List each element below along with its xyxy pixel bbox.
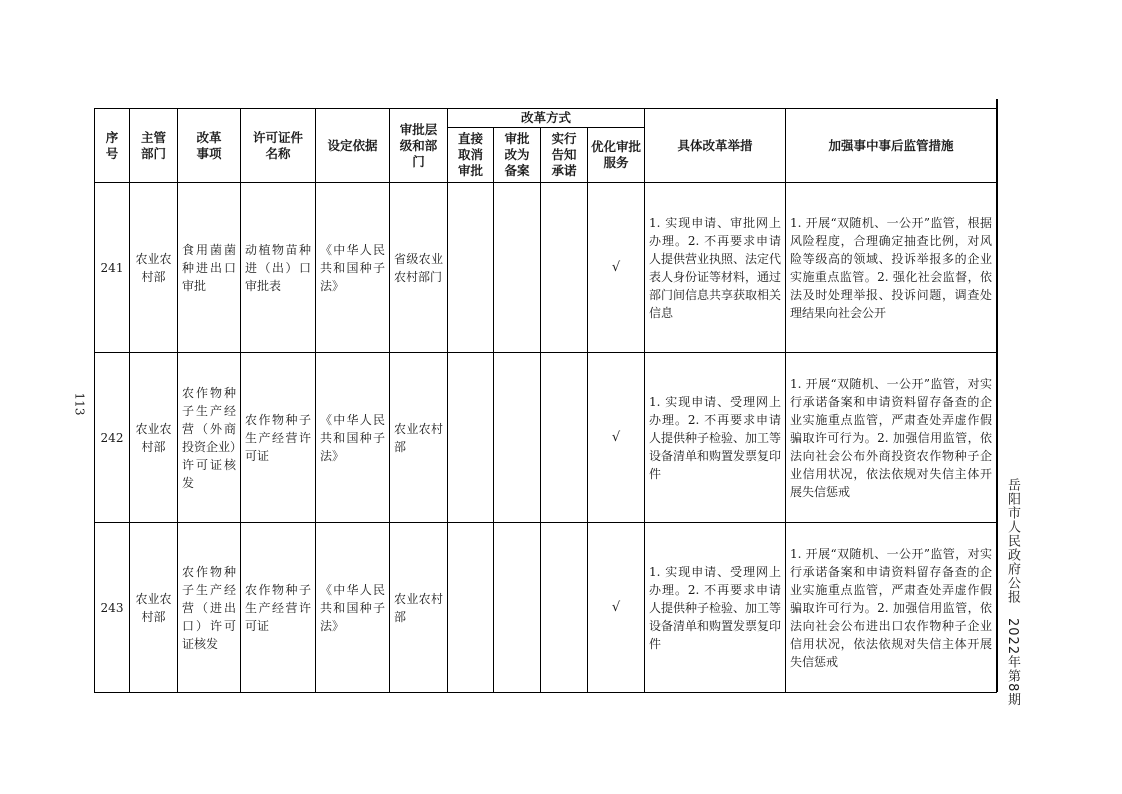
row-item: 农作物种子生产经营（外商投资企业）许可证核发 (178, 353, 241, 523)
page-number: 113 (72, 392, 87, 416)
header-seq: 序号 (95, 109, 130, 183)
row-level: 省级农业农村部门 (390, 183, 448, 353)
row-mode-optimize: √ (588, 353, 645, 523)
row-dept: 农业农村部 (130, 183, 178, 353)
row-mode-record (494, 523, 541, 693)
header-mode-notify: 实行告知承诺 (541, 128, 588, 183)
publication-title: 岳阳市人民政府公报 2022年第8期 (1005, 478, 1020, 707)
header-license: 许可证件名称 (241, 109, 316, 183)
table-row (95, 523, 997, 693)
header-reform-mode: 改革方式 (448, 109, 645, 128)
row-supervision: 1. 开展“双随机、一公开”监管，对实行承诺备案和申请资料留存备查的企业实施重点监管，严肃查处弄虚作假骗取许可行为。2. 加强信用监管，依法向社会公布外商投资农作物种子企业信用状况，依法依规对失信主体开展失信惩戒 (786, 353, 997, 523)
row-level: 农业农村部 (390, 353, 448, 523)
header-mode-cancel: 直接取消审批 (448, 128, 494, 183)
header-mode-optimize: 优化审批服务 (588, 128, 645, 183)
row-license: 农作物种子生产经营许可证 (241, 523, 316, 693)
row-seq: 242 (95, 353, 130, 523)
header-basis: 设定依据 (316, 109, 390, 183)
header-measures: 具体改革举措 (645, 109, 786, 183)
row-item: 食用菌菌种进出口审批 (178, 183, 241, 353)
row-item: 农作物种子生产经营（进出口）许可证核发 (178, 523, 241, 693)
table-row (95, 183, 997, 353)
row-license: 农作物种子生产经营许可证 (241, 353, 316, 523)
row-mode-cancel (448, 523, 494, 693)
row-mode-cancel (448, 183, 494, 353)
row-basis: 《中华人民共和国种子法》 (316, 353, 390, 523)
row-supervision: 1. 开展“双随机、一公开”监管，对实行承诺备案和申请资料留存备查的企业实施重点监管，严肃查处弄虚作假骗取许可行为。2. 加强信用监管，依法向社会公布进出口农作物种子企业信用状况，依法依规对失信主体开展失信惩戒 (786, 523, 997, 693)
row-basis: 《中华人民共和国种子法》 (316, 523, 390, 693)
row-supervision: 1. 开展“双随机、一公开”监管，根据风险程度，合理确定抽查比例，对风险等级高的领域、投诉举报多的企业实施重点监管。2. 强化社会监督，依法及时处理举报、投诉问题，调查处理结果向社会公开 (786, 183, 997, 353)
row-seq: 241 (95, 183, 130, 353)
row-basis: 《中华人民共和国种子法》 (316, 183, 390, 353)
row-mode-optimize: √ (588, 523, 645, 693)
row-dept: 农业农村部 (130, 523, 178, 693)
row-mode-cancel (448, 353, 494, 523)
table-row (95, 353, 997, 523)
row-measures: 1. 实现申请、审批网上办理。2. 不再要求申请人提供营业执照、法定代表人身份证等材料，通过部门间信息共享获取相关信息 (645, 183, 786, 353)
row-mode-optimize: √ (588, 183, 645, 353)
row-license: 动植物苗种进（出）口审批表 (241, 183, 316, 353)
row-mode-record (494, 183, 541, 353)
row-measures: 1. 实现申请、受理网上办理。2. 不再要求申请人提供种子检验、加工等设备清单和购置发票复印件 (645, 353, 786, 523)
header-mode-record: 审批改为备案 (494, 128, 541, 183)
reform-table (94, 108, 997, 693)
row-mode-notify (541, 523, 588, 693)
row-dept: 农业农村部 (130, 353, 178, 523)
row-mode-record (494, 353, 541, 523)
header-supervision: 加强事中事后监管措施 (786, 109, 997, 183)
header-level: 审批层级和部门 (390, 109, 448, 183)
header-dept: 主管部门 (130, 109, 178, 183)
header-item: 改革事项 (178, 109, 241, 183)
row-mode-notify (541, 353, 588, 523)
row-level: 农业农村部 (390, 523, 448, 693)
row-measures: 1. 实现申请、受理网上办理。2. 不再要求申请人提供种子检验、加工等设备清单和购置发票复印件 (645, 523, 786, 693)
row-seq: 243 (95, 523, 130, 693)
row-mode-notify (541, 183, 588, 353)
